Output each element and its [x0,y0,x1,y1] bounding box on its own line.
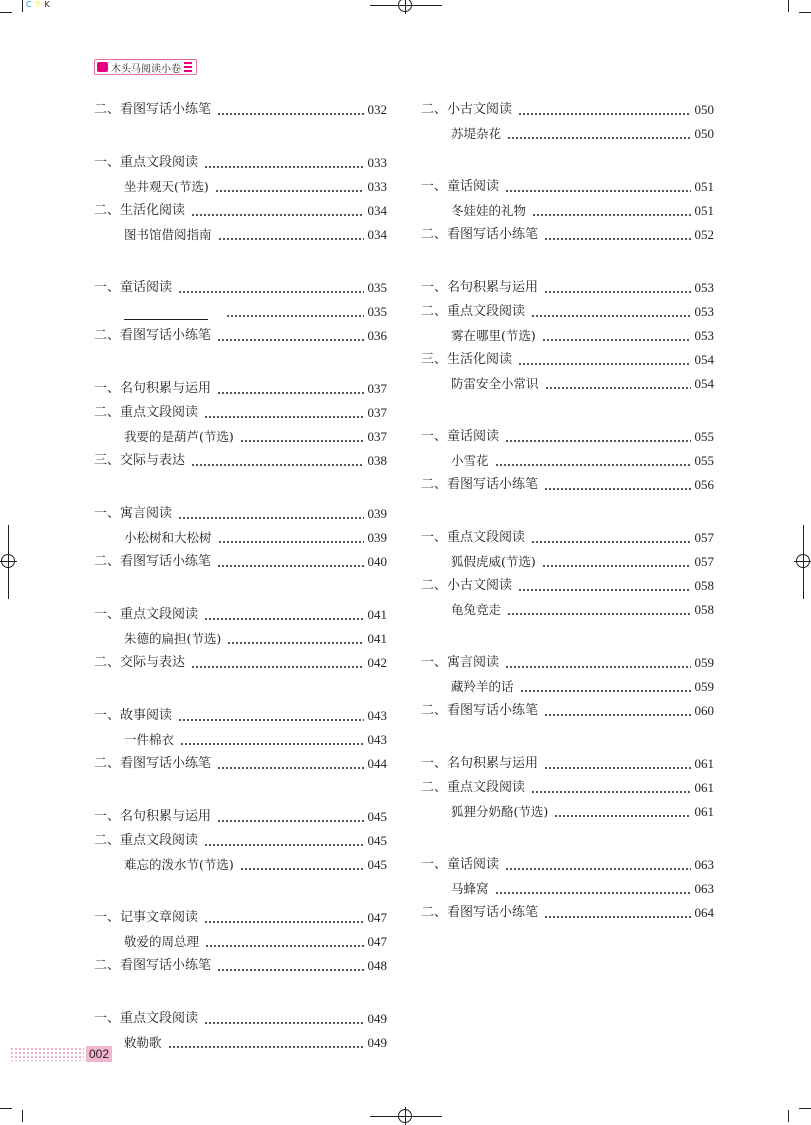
toc-page-number: 055 [694,429,714,444]
toc-entry[interactable] [421,421,714,445]
toc-group [94,599,387,671]
toc-entry[interactable] [94,647,387,671]
toc-title: 一、名句积累与运用 [94,809,212,824]
toc-group [421,421,714,493]
crop-mark [0,1108,12,1109]
toc-group [94,801,387,873]
registration-mark-icon [398,1109,412,1123]
dot-leader [191,214,363,216]
toc-title: 二、小古文阅读 [421,578,513,593]
toc-page-number: 035 [367,304,387,319]
toc-entry[interactable] [421,897,714,921]
toc-title: 防雷安全小常识 [451,376,539,391]
toc-page-number: 050 [694,102,714,117]
toc-title: 三、交际与表达 [94,453,186,468]
toc-entry[interactable] [421,344,714,368]
toc-entry[interactable] [94,147,387,171]
toc-group [421,849,714,921]
toc-page-number: 059 [694,679,714,694]
toc-group [421,94,714,142]
toc-page-number: 037 [367,429,387,444]
dot-leader [505,868,690,870]
toc-entry[interactable] [94,748,387,772]
toc-page-number: 033 [367,179,387,194]
toc-group [421,272,714,392]
toc-page-number: 037 [367,381,387,396]
toc-page-number: 039 [367,506,387,521]
page-footer [10,1046,112,1062]
toc-page-number: 032 [367,102,387,117]
toc-page-number: 037 [367,405,387,420]
crop-mark [22,1110,23,1122]
toc-page-number: 041 [367,631,387,646]
toc-title: 一、记事文章阅读 [94,910,199,925]
dot-leader [217,565,363,567]
dot-leader [544,767,690,769]
dot-leader [518,589,690,591]
toc-subentry[interactable] [421,195,714,219]
toc-page-number: 061 [694,780,714,795]
toc-entry[interactable] [94,700,387,724]
toc-title: 二、生活化阅读 [94,203,186,218]
dot-leader [520,690,691,692]
toc-page-number: 033 [367,155,387,170]
toc-page-number: 054 [694,376,714,391]
dot-leader [542,339,691,341]
toc-subentry[interactable] [421,368,714,392]
toc-page-number: 053 [694,328,714,343]
page-number: 002 [86,1046,112,1062]
toc-group [94,700,387,772]
toc-title: 狐假虎威(节选) [451,554,536,569]
dot-leader [218,541,364,543]
toc-page-number: 058 [694,602,714,617]
toc-subentry[interactable] [421,546,714,570]
toc-subentry[interactable] [421,796,714,820]
dot-leader [554,815,690,817]
horse-logo-icon [97,62,108,72]
dot-leader [191,464,363,466]
toc-page-number: 035 [367,280,387,295]
toc-title: 坐井观天(节选) [124,179,209,194]
toc-title: 二、重点文段阅读 [421,780,526,795]
toc-page-number: 054 [694,352,714,367]
toc-title: 敬爱的周总理 [124,934,200,949]
dot-leader [542,565,691,567]
toc-title: 一、重点文段阅读 [94,1011,199,1026]
dot-leader [217,113,363,115]
toc-title: 二、看图写话小练笔 [421,477,539,492]
dot-leader [204,1022,363,1024]
toc-title: 二、看图写话小练笔 [94,756,212,771]
toc-group [94,147,387,243]
dot-leader [544,714,690,716]
toc-title: 二、看图写话小练笔 [421,703,539,718]
toc-page-number: 038 [367,453,387,468]
toc-subentry[interactable] [94,296,387,320]
cmyk-k: K [44,0,50,9]
toc-page-number: 061 [694,756,714,771]
toc-entry[interactable] [94,950,387,974]
toc-entry[interactable] [421,570,714,594]
dot-leader [544,238,690,240]
toc-group [94,373,387,469]
toc-entry[interactable] [421,849,714,873]
toc-title: 敕勒歌 [124,1035,162,1050]
toc-page-number: 063 [694,857,714,872]
toc-page-number: 041 [367,607,387,622]
toc-page-number: 034 [367,203,387,218]
toc-entry[interactable] [421,272,714,296]
dot-leader [180,743,363,745]
toc-title: 一、童话阅读 [421,429,500,444]
crop-mark [22,0,23,12]
toc-title: 二、看图写话小练笔 [421,905,539,920]
toc-page-number: 057 [694,554,714,569]
toc-title: 小松树和大松树 [124,530,212,545]
toc-title: 二、看图写话小练笔 [94,102,212,117]
dot-leader [531,791,690,793]
toc-title: 一、重点文段阅读 [94,607,199,622]
toc-title: 雾在哪里(节选) [451,328,536,343]
dot-leader [204,618,363,620]
toc-entry[interactable] [421,522,714,546]
toc-entry[interactable] [94,546,387,570]
toc-page-number: 058 [694,578,714,593]
toc-page-number: 047 [367,910,387,925]
toc-subentry[interactable] [421,594,714,618]
toc-subentry[interactable] [421,118,714,142]
toc-page-number: 042 [367,655,387,670]
toc-page-number: 059 [694,655,714,670]
dot-leader [495,464,691,466]
crop-mark [799,12,811,13]
crop-mark [0,12,12,13]
toc-entry[interactable] [94,599,387,623]
dot-leader [218,238,364,240]
dot-leader [178,517,363,519]
dot-leader [531,315,690,317]
toc-title: 朱德的扁担(节选) [124,631,222,646]
toc-subentry[interactable] [94,926,387,950]
toc-page-number: 039 [367,530,387,545]
dot-leader [204,166,363,168]
dot-leader [544,488,690,490]
toc-page-number: 053 [694,280,714,295]
dot-leader [204,416,363,418]
toc-page-number: 040 [367,554,387,569]
toc-title: 一、名句积累与运用 [94,381,212,396]
toc-title: 难忘的泼水节(节选) [124,857,234,872]
toc-page-number: 043 [367,732,387,747]
toc-entry[interactable] [421,94,714,118]
toc-entry[interactable] [94,373,387,397]
toc-group [421,748,714,820]
decorative-dots-icon [10,1047,84,1061]
toc-subentry[interactable] [94,522,387,546]
toc-subentry[interactable] [94,421,387,445]
toc-title: 二、小古文阅读 [421,102,513,117]
toc-right-column [421,94,714,950]
toc-title: 二、看图写话小练笔 [421,227,539,242]
dot-leader [545,387,691,389]
toc-page-number: 052 [694,227,714,242]
toc-page-number: 057 [694,530,714,545]
toc-title: 一、名句积累与运用 [421,756,539,771]
dot-leader [226,315,364,317]
toc-title: 小雪花 [451,453,489,468]
toc-page-number: 043 [367,708,387,723]
toc-page-number: 044 [367,756,387,771]
toc-title: 我要的是葫芦(节选) [124,429,234,444]
toc-page-number: 048 [367,958,387,973]
toc-entry[interactable] [421,296,714,320]
toc-subentry[interactable] [94,849,387,873]
dot-leader [507,613,690,615]
toc-title: 一、寓言阅读 [94,506,173,521]
toc-title: 二、重点文段阅读 [94,833,199,848]
toc-group [94,498,387,570]
toc-title: 一、故事阅读 [94,708,173,723]
toc-page-number: 045 [367,833,387,848]
dot-leader [240,868,364,870]
dot-leader [531,541,690,543]
toc-title: 三、生活化阅读 [421,352,513,367]
toc-title: 马蜂窝 [451,881,489,896]
toc-title: 二、看图写话小练笔 [94,958,212,973]
toc-entry[interactable] [421,695,714,719]
dot-leader [217,392,363,394]
toc-entry[interactable] [94,1003,387,1027]
dot-leader [505,666,690,668]
toc-entry[interactable] [94,498,387,522]
toc-title: 二、重点文段阅读 [421,304,526,319]
toc-subentry[interactable] [94,1027,387,1051]
toc-title: 龟兔竞走 [451,602,502,617]
brand-title: 木头马阅读小卷 [111,63,181,75]
toc-subentry[interactable] [421,873,714,897]
toc-title: 苏堤杂花 [451,126,502,141]
toc-entry[interactable] [421,647,714,671]
toc-page-number: 063 [694,881,714,896]
toc-page-number: 055 [694,453,714,468]
dot-leader [204,844,363,846]
toc-entry[interactable] [421,748,714,772]
toc-title: 二、看图写话小练笔 [94,554,212,569]
crop-mark [788,0,789,12]
toc-page-number: 061 [694,804,714,819]
toc-title: 冬娃娃的礼物 [451,203,527,218]
dot-leader [518,363,690,365]
toc-title: 一、童话阅读 [421,857,500,872]
toc-entry[interactable] [94,195,387,219]
toc-title: 一件棉衣 [124,732,175,747]
toc-group [421,522,714,618]
dot-leader [505,190,690,192]
toc-entry[interactable] [94,320,387,344]
toc-title: 一、重点文段阅读 [94,155,199,170]
toc-page-number: 050 [694,126,714,141]
toc-page-number: 034 [367,227,387,242]
toc-page-number: 045 [367,809,387,824]
cmyk-c: C [26,0,32,9]
toc-page-number: 049 [367,1035,387,1050]
toc-entry[interactable] [421,171,714,195]
toc-entry[interactable] [421,772,714,796]
toc-page-number: 049 [367,1011,387,1026]
toc-entry[interactable] [94,272,387,296]
dot-leader [227,642,363,644]
toc-page-number: 045 [367,857,387,872]
dot-leader [544,291,690,293]
toc-title: 一、童话阅读 [421,179,500,194]
dot-leader [217,820,363,822]
toc-subentry[interactable] [94,623,387,647]
dot-leader [495,892,691,894]
toc-page-number: 053 [694,304,714,319]
dot-leader [217,969,363,971]
toc-left-column [94,94,387,1080]
toc-subentry[interactable] [94,724,387,748]
toc-title: 一、重点文段阅读 [421,530,526,545]
dot-leader [507,137,690,139]
dot-leader [240,440,364,442]
color-bar [26,0,54,9]
toc-title: 一、名句积累与运用 [421,280,539,295]
dot-leader [204,921,363,923]
toc-entry[interactable] [421,469,714,493]
toc-group [421,171,714,243]
toc-title: 二、交际与表达 [94,655,186,670]
toc-group [94,94,387,118]
dot-leader [532,214,690,216]
toc-entry[interactable] [94,825,387,849]
cmyk-y: Y [35,0,41,9]
toc-group [94,1003,387,1051]
toc-page-number: 047 [367,934,387,949]
toc-entry[interactable] [94,397,387,421]
toc-title: 二、看图写话小练笔 [94,328,212,343]
toc-page-number: 064 [694,905,714,920]
decorative-stripes-icon [184,62,192,72]
toc-subentry[interactable] [94,171,387,195]
dot-leader [518,113,690,115]
toc-title: 二、重点文段阅读 [94,405,199,420]
toc-subentry[interactable] [421,445,714,469]
toc-entry[interactable] [94,94,387,118]
toc-group [421,647,714,719]
dot-leader [505,440,690,442]
toc-subentry[interactable] [94,219,387,243]
registration-mark-icon [398,0,412,12]
dot-leader [544,916,690,918]
dot-leader [217,767,363,769]
toc-entry[interactable] [421,219,714,243]
dot-leader [178,719,363,721]
dot-leader [217,339,363,341]
fill-in-blank [124,306,208,320]
toc-entry[interactable] [94,801,387,825]
toc-page-number: 051 [694,203,714,218]
toc-group [94,902,387,974]
toc-title: 藏羚羊的话 [451,679,514,694]
crop-mark [799,1108,811,1109]
dot-leader [205,945,363,947]
toc-group [94,272,387,344]
toc-page-number: 056 [694,477,714,492]
toc-page-number: 060 [694,703,714,718]
toc-entry[interactable] [94,902,387,926]
toc-title: 一、寓言阅读 [421,655,500,670]
dot-leader [215,190,364,192]
toc-subentry[interactable] [421,320,714,344]
dot-leader [168,1046,364,1048]
toc-title: 狐狸分奶酪(节选) [451,804,549,819]
toc-entry[interactable] [94,445,387,469]
brand-badge [94,59,197,75]
crop-mark [788,1110,789,1122]
registration-mark-icon [1,554,15,568]
toc-title: 一、童话阅读 [94,280,173,295]
toc-title: 图书馆借阅指南 [124,227,212,242]
toc-page-number: 036 [367,328,387,343]
dot-leader [178,291,363,293]
toc-subentry[interactable] [421,671,714,695]
toc-page-number: 051 [694,179,714,194]
registration-mark-icon [796,554,810,568]
dot-leader [191,666,363,668]
